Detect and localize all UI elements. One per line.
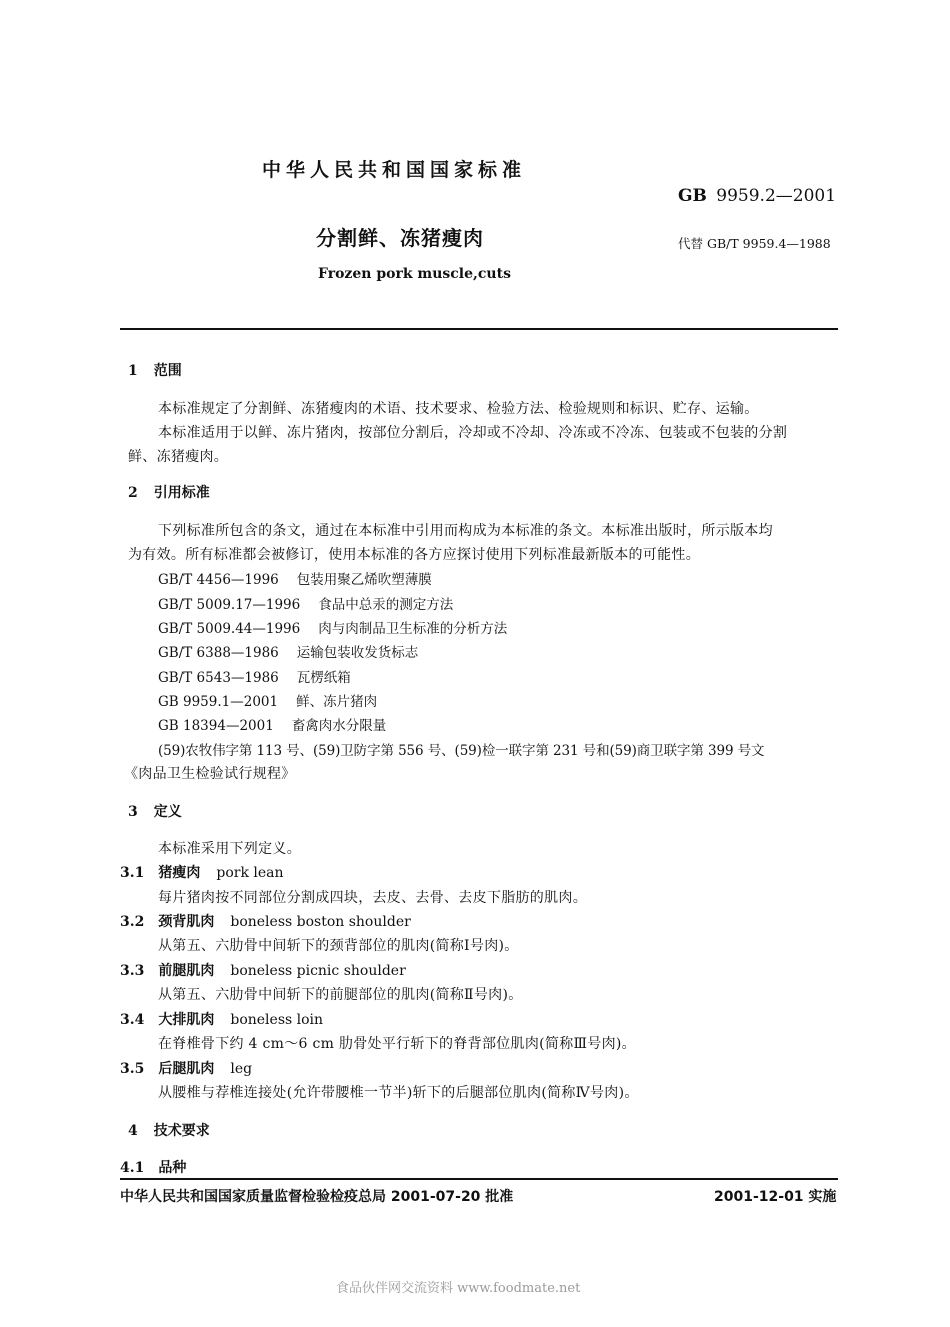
definition-desc: 从第五、六肋骨中间斩下的前腿部位的肌肉(简称Ⅱ号肉)。 [158, 987, 523, 1003]
section-1-para-2a: 本标准适用于以鲜、冻片猪肉，按部位分割后，冷却或不冷却、冷冻或不冷冻、包装或不包装的分割 [158, 425, 788, 441]
definition-heading: 3.1 猪瘦肉 pork lean [120, 865, 284, 881]
reference-extra-b: 《肉品卫生检验试行规程》 [124, 766, 296, 782]
section-3-intro: 本标准采用下列定义。 [158, 841, 301, 857]
code-number: 9959.2—2001 [716, 186, 837, 206]
definition-heading: 3.5 后腿肌肉 leg [120, 1061, 253, 1077]
definition-heading: 3.3 前腿肌肉 boneless picnic shoulder [120, 963, 406, 979]
footer-rule [120, 1178, 838, 1180]
reference-item: GB 9959.1—2001 鲜、冻片猪肉 [158, 694, 378, 710]
definition-heading: 3.4 大排肌肉 boneless loin [120, 1012, 324, 1028]
section-1-heading: 1 范围 [128, 363, 182, 379]
watermark: 食品伙伴网交流资料 www.foodmate.net [336, 1281, 581, 1296]
reference-item: GB/T 5009.44—1996 肉与肉制品卫生标准的分析方法 [158, 621, 508, 637]
approval-note: 中华人民共和国国家质量监督检验检疫总局 2001-07-20 批准 [120, 1189, 514, 1205]
section-2-heading: 2 引用标准 [128, 485, 210, 501]
definition-desc: 从第五、六肋骨中间斩下的颈背部位的肌肉(简称Ⅰ号肉)。 [158, 938, 519, 954]
definition-desc: 从腰椎与荐椎连接处(允许带腰椎一节半)斩下的后腿部位肌肉(简称Ⅳ号肉)。 [158, 1085, 639, 1101]
reference-item: GB 18394—2001 畜禽肉水分限量 [158, 718, 387, 734]
section-1-para-1: 本标准规定了分割鲜、冻猪瘦肉的术语、技术要求、检验方法、检验规则和标识、贮存、运输。 [158, 401, 759, 417]
title-en: Frozen pork muscle,cuts [318, 266, 511, 282]
section-2-para-1a: 下列标准所包含的条文，通过在本标准中引用而构成为本标准的条文。本标准出版时，所示版本均 [158, 523, 773, 539]
reference-item: GB/T 6388—1986 运输包装收发货标志 [158, 645, 419, 661]
section-4-heading: 4 技术要求 [128, 1123, 210, 1139]
code-prefix: GB [678, 186, 707, 206]
reference-extra-a: (59)农牧伟字第 113 号、(59)卫防字第 556 号、(59)检一联字第 231 号和(59)商卫联字第 399 号文 [158, 743, 765, 759]
section-3-heading: 3 定义 [128, 804, 182, 820]
standard-code [678, 186, 836, 206]
implementation-date: 2001-12-01 实施 [714, 1189, 837, 1205]
national-standard-heading: 中华人民共和国国家标准 [262, 159, 527, 181]
replaces-note: 代替 GB/T 9959.4—1988 [678, 236, 831, 251]
definition-desc: 在脊椎骨下约 4 cm～6 cm 肋骨处平行斩下的脊背部位肌肉(简称Ⅲ号肉)。 [158, 1036, 636, 1052]
reference-item: GB/T 6543—1986 瓦楞纸箱 [158, 670, 351, 686]
section-1-para-2b: 鲜、冻猪瘦肉。 [128, 449, 229, 465]
reference-item: GB/T 5009.17—1996 食品中总汞的测定方法 [158, 597, 454, 613]
definition-desc: 每片猪肉按不同部位分割成四块，去皮、去骨、去皮下脂肪的肌肉。 [158, 890, 587, 906]
header-rule [120, 328, 838, 330]
title-cn: 分割鲜、冻猪瘦肉 [316, 226, 484, 250]
definition-heading: 3.2 颈背肌肉 boneless boston shoulder [120, 914, 411, 930]
reference-item: GB/T 4456—1996 包装用聚乙烯吹塑薄膜 [158, 572, 432, 588]
section-4-1-heading: 4.1 品种 [120, 1160, 187, 1176]
section-2-para-1b: 为有效。所有标准都会被修订，使用本标准的各方应探讨使用下列标准最新版本的可能性。 [128, 547, 700, 563]
